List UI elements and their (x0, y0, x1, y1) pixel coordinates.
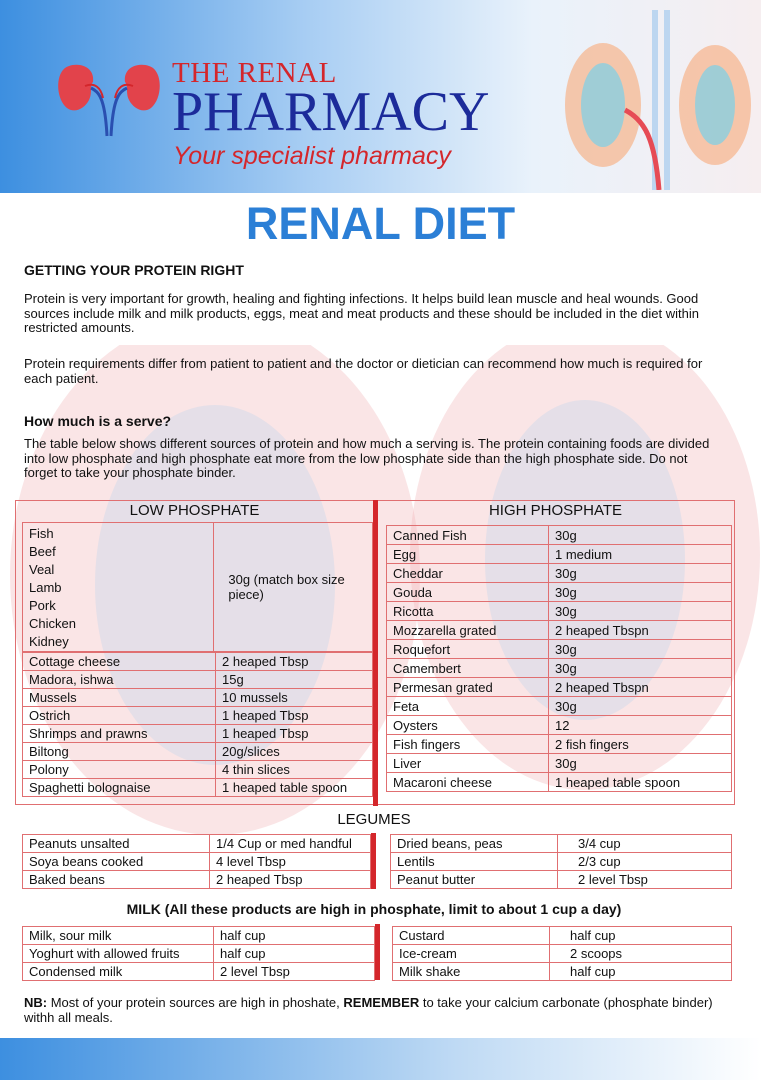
table-row (387, 640, 732, 659)
table-row (23, 725, 373, 743)
serve-cell: 20g/slices (216, 743, 373, 761)
serve-cell: 2 fish fingers (549, 735, 732, 754)
serve-cell: half cup (214, 927, 375, 945)
table-row (23, 963, 375, 981)
table-row (387, 583, 732, 602)
table-row (393, 945, 732, 963)
serve-cell: 2 heaped Tbsp (210, 871, 371, 889)
milk-divider (375, 924, 380, 980)
page-title: RENAL DIET (245, 198, 516, 249)
list-item: Kidney (29, 634, 69, 649)
table-row (23, 689, 373, 707)
serve-cell: 1/4 Cup or med handful (210, 835, 371, 853)
serve-cell: 30g (549, 640, 732, 659)
table-row (23, 653, 373, 671)
note-remember: REMEMBER (343, 995, 420, 1010)
serve-cell: 2 level Tbsp (558, 871, 732, 889)
table-row (23, 743, 373, 761)
food-cell: Yoghurt with allowed fruits (23, 945, 214, 963)
note-text-1: Most of your protein sources are high in phoshate, (47, 995, 344, 1010)
paragraph-protein-1: Protein is very important for growth, healing and fighting infections. It helps build lean muscle and heal wounds. Good sources include milk and milk products, eggs, meat and meat products and these should be included in the diet within restricted amounts. (24, 291, 699, 335)
food-cell: Fish fingers (387, 735, 549, 754)
food-cell: Cheddar (387, 564, 549, 583)
food-cell: Roquefort (387, 640, 549, 659)
table-row (387, 754, 732, 773)
serve-cell: 30g (549, 526, 732, 545)
food-cell: Ricotta (387, 602, 549, 621)
table-row (387, 564, 732, 583)
serve-cell: half cup (550, 927, 732, 945)
table-row (391, 871, 732, 889)
serve-cell: 10 mussels (216, 689, 373, 707)
table-row (387, 545, 732, 564)
high-phosphate-table (386, 525, 732, 792)
section-heading-serve: How much is a serve? (24, 413, 172, 429)
food-cell: Shrimps and prawns (23, 725, 216, 743)
food-cell: Spaghetti bolognaise (23, 779, 216, 797)
food-cell: Mussels (23, 689, 216, 707)
header-banner (0, 0, 761, 193)
table-row (387, 697, 732, 716)
food-cell: Feta (387, 697, 549, 716)
kidney-logo-icon (55, 58, 163, 138)
table-row (387, 526, 732, 545)
food-cell: Lentils (391, 853, 558, 871)
table-row (23, 779, 373, 797)
column-divider (373, 500, 378, 806)
food-cell: Madora, ishwa (23, 671, 216, 689)
serve-cell: 1 heaped Tbsp (216, 725, 373, 743)
table-row (391, 853, 732, 871)
table-row (23, 835, 371, 853)
food-cell: Canned Fish (387, 526, 549, 545)
legumes-divider (371, 833, 376, 889)
list-item: Lamb (29, 580, 62, 595)
table-row (23, 945, 375, 963)
table-row (23, 853, 371, 871)
low-phosphate-meats (22, 522, 373, 652)
low-phosphate-table (22, 652, 373, 797)
food-cell: Milk shake (393, 963, 550, 981)
table-row (387, 735, 732, 754)
serve-cell: 30g (549, 583, 732, 602)
food-cell: Mozzarella grated (387, 621, 549, 640)
food-cell: Soya beans cooked (23, 853, 210, 871)
table-row (23, 927, 375, 945)
note-text-2: to take your calcium carbonate (phosphate binder) withh all meals. (24, 995, 713, 1025)
list-item: Veal (29, 562, 55, 577)
table-row (393, 927, 732, 945)
serve-cell: half cup (214, 945, 375, 963)
legumes-left-table (22, 834, 371, 889)
legumes-right-table (390, 834, 732, 889)
serve-cell: 15g (216, 671, 373, 689)
food-cell: Liver (387, 754, 549, 773)
food-cell: Milk, sour milk (23, 927, 214, 945)
serve-cell: 2 heaped Tbspn (549, 678, 732, 697)
serve-cell: 2/3 cup (558, 853, 732, 871)
food-cell: Permesan grated (387, 678, 549, 697)
legumes-header: LEGUMES (337, 811, 411, 828)
food-cell: Dried beans, peas (391, 835, 558, 853)
list-item: Fish (29, 526, 54, 541)
table-row (387, 678, 732, 697)
serve-cell: 1 heaped Tbsp (216, 707, 373, 725)
food-cell: Condensed milk (23, 963, 214, 981)
food-cell: Cottage cheese (23, 653, 216, 671)
serve-cell: 30g (549, 564, 732, 583)
meat-serving: 30g (match box size piece) (214, 523, 373, 652)
low-phosphate-header: LOW PHOSPHATE (129, 502, 260, 519)
food-cell: Biltong (23, 743, 216, 761)
table-row (393, 963, 732, 981)
serve-cell: 30g (549, 754, 732, 773)
section-heading-protein: GETTING YOUR PROTEIN RIGHT (24, 262, 244, 278)
serve-cell: 2 level Tbsp (214, 963, 375, 981)
serve-cell: half cup (550, 963, 732, 981)
serve-cell: 4 level Tbsp (210, 853, 371, 871)
kidney-illustration-icon (555, 10, 755, 190)
serve-cell: 1 heaped table spoon (216, 779, 373, 797)
table-row (387, 621, 732, 640)
serve-cell: 2 scoops (550, 945, 732, 963)
food-cell: Peanut butter (391, 871, 558, 889)
table-row (23, 761, 373, 779)
serve-cell: 2 heaped Tbspn (549, 621, 732, 640)
food-cell: Oysters (387, 716, 549, 735)
food-cell: Baked beans (23, 871, 210, 889)
serve-cell: 1 medium (549, 545, 732, 564)
milk-header: MILK (All these products are high in phosphate, limit to about 1 cup a day) (126, 901, 622, 917)
food-cell: Peanuts unsalted (23, 835, 210, 853)
milk-right-table (392, 926, 732, 981)
table-row (23, 871, 371, 889)
high-phosphate-header: HIGH PHOSPHATE (488, 502, 623, 519)
table-row (387, 773, 732, 792)
serve-cell: 30g (549, 602, 732, 621)
brand-line2: PHARMACY (172, 81, 490, 143)
list-item: Chicken (29, 616, 76, 631)
serve-cell: 3/4 cup (558, 835, 732, 853)
table-row (387, 716, 732, 735)
food-cell: Ice-cream (393, 945, 550, 963)
list-item: Beef (29, 544, 56, 559)
footnote (24, 996, 736, 1025)
food-cell: Egg (387, 545, 549, 564)
food-cell: Custard (393, 927, 550, 945)
serve-cell: 2 heaped Tbsp (216, 653, 373, 671)
table-row (387, 602, 732, 621)
table-row (387, 659, 732, 678)
milk-left-table (22, 926, 375, 981)
serve-cell: 12 (549, 716, 732, 735)
paragraph-serve: The table below shows different sources of protein and how much a serving is. The protein containing foods are divided into low phosphate and high phosphate eat more from the low phosphate side than the high phosphate side. Do not forget to take your phosphate binder. (24, 436, 710, 480)
serve-cell: 4 thin slices (216, 761, 373, 779)
list-item: Pork (29, 598, 56, 613)
paragraph-protein-2: Protein requirements differ from patient to patient and the doctor or dietician can recommend how much is required for each patient. (24, 356, 703, 386)
serve-cell: 1 heaped table spoon (549, 773, 732, 792)
serve-cell: 30g (549, 659, 732, 678)
food-cell: Macaroni cheese (387, 773, 549, 792)
food-cell: Polony (23, 761, 216, 779)
table-row (391, 835, 732, 853)
note-label: NB: (24, 995, 48, 1010)
food-cell: Gouda (387, 583, 549, 602)
brand-line1: THE RENAL (172, 57, 337, 89)
meat-list (23, 523, 214, 652)
table-row (23, 671, 373, 689)
footer-bar (0, 1038, 761, 1080)
brand-tagline: Your specialist pharmacy (173, 142, 451, 170)
food-cell: Ostrich (23, 707, 216, 725)
food-cell: Camembert (387, 659, 549, 678)
table-row (23, 707, 373, 725)
serve-cell: 30g (549, 697, 732, 716)
